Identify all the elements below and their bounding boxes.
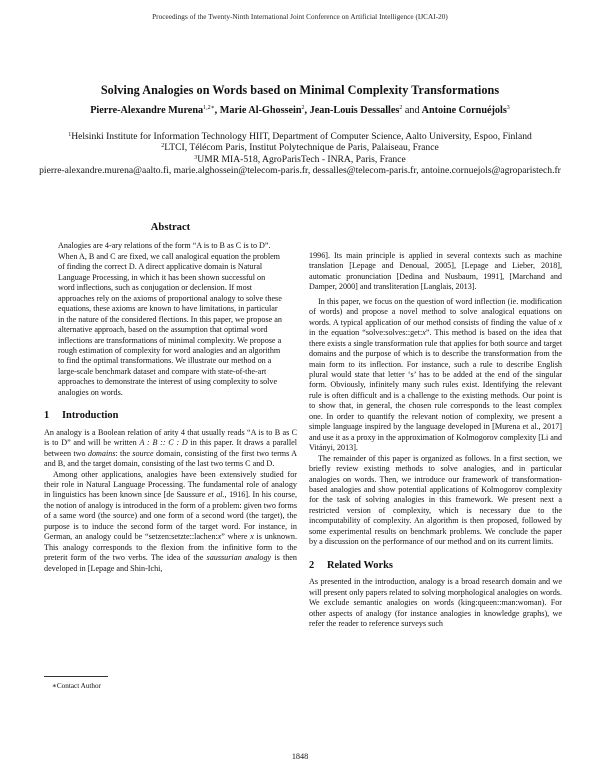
affiliation-text: Helsinki Institute for Information Technology HIIT, Department of Computer Science, Aalto University, Espoo, Finland <box>71 131 532 142</box>
text-run: An analogy is a Boolean relation of arity 4 that usually reads “A is to B as C is to D” and will be written <box>44 427 297 448</box>
right-column <box>309 251 562 629</box>
text-run: is then developed in [Lepage and Shin-Ichi, <box>44 553 297 573</box>
section-heading-related-works <box>309 561 562 571</box>
affiliation-line <box>25 142 575 153</box>
intro-paragraph <box>309 297 562 454</box>
page-number: 1848 <box>291 752 309 761</box>
left-column <box>44 223 297 574</box>
text-run: , 1916]. In his course, the notion of analogy is introduced in the form of a problem: given two forms of a same word (the source) and one form of a second word (the target), the purpose is to induce the second form of the target word. For instance, in German, an analogy could be “setzen:setzte::lachen: <box>44 490 297 542</box>
section-title: Introduction <box>62 410 119 422</box>
section-title: Related Works <box>327 559 393 571</box>
emphasis: domains <box>87 448 116 458</box>
author-affiliation-mark: 3 <box>506 105 510 111</box>
affiliation-mark: 2 <box>161 143 165 150</box>
author-list: Pierre-Alexandre Murena$^{1,2∗}$, Marie Al-Ghossein$^2$, Jean-Louis Dessalles$^2$ and Antoine Cornuéjols$^3$ <box>90 105 510 116</box>
affiliation-block <box>25 131 575 177</box>
math-variable: x <box>558 317 562 327</box>
related-paragraph: As presented in the introduction, analogy is a broad research domain and we will present only papers related to solving morphological analogies on words. We exclude semantic analogies on words (king:queen::man:woman). For other aspects of analogy (for instance analogies in knowledge graphs), we refer the reader to reference surveys such <box>309 577 562 628</box>
math-expression: A : B :: C : D <box>139 438 188 448</box>
abstract-heading: Abstract <box>150 222 191 233</box>
emphasis: et al. <box>207 490 225 500</box>
text-run: Among other applications, analogies have been extensively studied for their role in Natural Language Processing. The fundamental role of analogy in linguistics has been known since [de Saussure <box>44 469 297 500</box>
text-run: in the equation “solve:solves::get: <box>309 328 423 338</box>
text-run: : the <box>115 448 133 458</box>
author-name: Jean-Louis Dessalles <box>309 105 400 116</box>
affiliation-mark: 1 <box>68 132 72 138</box>
footnote-divider <box>44 676 108 677</box>
intro-paragraph <box>44 470 297 575</box>
author-conjunction: and <box>404 105 420 116</box>
math-variable: x <box>217 532 222 542</box>
affiliation-text: LTCI, Télécom Paris, Institut Polytechnique de Paris, Palaiseau, France <box>164 142 439 154</box>
text-run: ” where <box>221 532 251 542</box>
author-affiliation-mark: 1,2∗ <box>203 105 215 111</box>
affiliation-text: UMR MIA-518, AgroParisTech - INRA, Paris, France <box>197 153 406 165</box>
intro-paragraph: 1996]. Its main principle is applied in several contexts such as machine translation [Lepage and Denoual, 2005], [Lepage and Lieber, 2018], automatic pronunciation [Dedina and Nusbaum, 1991], [Marchand and Damper, 2000] and transliteration [Langlais, 2013]. <box>309 251 562 292</box>
intro-paragraph <box>44 428 297 470</box>
author-affiliation-mark: 2 <box>301 105 305 111</box>
section-number: 2 <box>309 559 315 571</box>
text-run: is unknown. This analogy corresponds to the flexion from the infinitive form to the preterit form of the two verbs. The idea of the <box>44 532 297 563</box>
abstract-body <box>44 241 297 398</box>
section-heading-introduction <box>44 411 297 421</box>
author-affiliation-mark: 2 <box>399 105 403 111</box>
affiliation-line <box>25 131 575 142</box>
affiliation-line <box>25 154 575 165</box>
text-run: domain, consisting of the first two terms A and B, and the target domain, consisting of the last two terms C and D. <box>44 448 297 469</box>
proceedings-header: Proceedings of the Twenty-Ninth International Joint Conference on Artificial Intelligence (IJCAI-20) <box>152 13 448 21</box>
text-run: in this paper. It draws a parallel between two <box>44 438 297 458</box>
paper-title: Solving Analogies on Words based on Minimal Complexity Transformations <box>100 83 500 97</box>
emphasis: source <box>132 448 154 458</box>
intro-paragraph: The remainder of this paper is organized as follows. In a first section, we briefly review existing methods to solve analogies, and in particular analogies on words. Then, we introduce our framework of transformation-based analogies and show potential applications of Kolmogorov complexity for the task of solving analogies in this framework. We present next a restricted version of complexity, which is necessary due to the incomputability of complexity. An algorithm is then proposed, followed by some experimental results on benchmark problems. We conclude the paper by a discussion on the performance of our method and on its current limits. <box>309 453 562 547</box>
text-run: In this paper, we focus on the question of word inflection (ie. modification of words) and propose a novel method to solve analogical equations on words. A typical application of our method consists of finding the value of <box>309 296 562 327</box>
author-name: Pierre-Alexandre Murena <box>90 105 204 116</box>
author-emails: pierre-alexandre.murena@aalto.fi, marie.alghossein@telecom-paris.fr, dessalles@telecom-paris.fr, antoine.cornuejols@agroparistech.fr <box>39 165 561 177</box>
footnote-contact-author: ∗Contact Author <box>52 682 102 690</box>
text-run: ”. This method is based on the idea that there exists a single transformation rule that applies for both source and target domains and the purpose of which is to describe the transformation from the main form to its inflection. For instance, such a rule to describe English plural would state that letter ‘s’ has to be added at the end of the singular form. Obviously, infinitely many such rules exist. Identifying the relevant rule is often difficult and is a challenge to the existing methods. Our point is to show that, in general, the chosen rule corresponds to the least complex one. In order to quantify the relevant notion of complexity, we present a simple language inspired by the language developed in [Murena et al., 2017] and use it as a proxy in the approximation of Kolmogorov complexity [Li and Vitányi, 2013]. <box>309 328 563 453</box>
math-variable: x <box>422 328 426 338</box>
affiliation-mark: 3 <box>194 154 198 161</box>
author-name: Antoine Cornuéjols <box>421 105 507 116</box>
author-name: Marie Al-Ghossein <box>219 105 302 116</box>
math-variable: x <box>250 532 254 542</box>
abstract-text: Analogies are 4-ary relations of the form “A is to B as C is to D”. When A, B and C are fixed, we call analogical equation the problem of finding the correct D. A direct applicative domain is Natural Language Processing, in which it has been shown successful on word inflections, such as conjugation or declension. If most approaches rely on the axioms of proportional analogy to solve these equations, these axioms are known to have limitations, in particular in the nature of the considered flections. In this paper, we propose an alternative approach, based on the assumption that optimal word inflections are transformations of minimal complexity. We propose a rough estimation of complexity for word analogies and an algorithm to find the optimal transformations. We illustrate our method on a large-scale benchmark dataset and compare with state-of-the-art approaches to demonstrate the interest of using complexity to solve analogies on words. <box>58 241 282 397</box>
emphasis: saussurian analogy <box>206 553 272 563</box>
section-number: 1 <box>44 410 50 422</box>
